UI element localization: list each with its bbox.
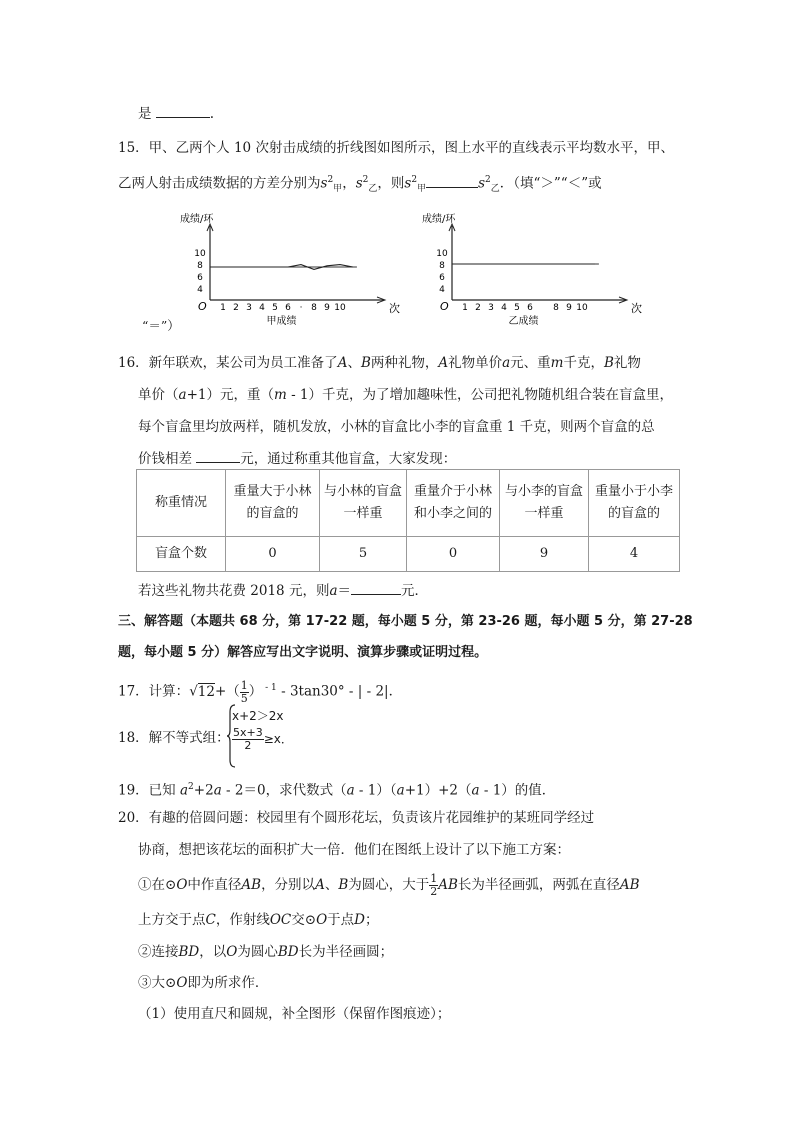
answer-blank[interactable] (426, 173, 478, 188)
y-tick-label: 10 (436, 249, 448, 259)
chart-caption: 乙成绩 (508, 316, 539, 327)
chart-jia (180, 210, 410, 330)
inequality-2: $\frac{5x+3}{2}$ ≥x． (233, 726, 293, 752)
y-tick-label: 8 (439, 261, 445, 271)
x-tick-label: 4 (501, 303, 507, 313)
x-tick-label: 2 (233, 303, 239, 313)
answer-blank[interactable] (156, 103, 210, 118)
x-tick-label: 5 (514, 303, 520, 313)
x-tick-label: 6 (285, 303, 291, 313)
count-cell: 5 (320, 537, 407, 572)
x-tick-label: 9 (566, 303, 572, 313)
q19: 19．已知 $a^2+2a - 2=0$，求代数式（a - 1）（a+1）+2（a - 1）的值． (118, 782, 556, 799)
answer-blank[interactable] (196, 448, 240, 463)
q20-sub1: （1）使用直尺和圆规，补全图形（保留作图痕迹）； (138, 1006, 451, 1022)
origin-label: O (198, 300, 207, 313)
q18-prefix: 18．解不等式组： (118, 730, 230, 746)
x-tick-label: 9 (324, 303, 330, 313)
q20-step1-cont: 上方交于点C，作射线OC交⊙O于点D； (138, 912, 379, 928)
y-tick-label: 6 (439, 273, 445, 283)
x-tick-label: 4 (259, 303, 265, 313)
q20-step2: ②连接BD，以O为圆心BD长为半径画圆； (138, 944, 394, 960)
y-tick-label: 10 (194, 249, 206, 259)
q16-line2: 单价（a+1）元，重（m - 1）千克，为了增加趣味性，公司把礼物随机组合装在盲盒里， (138, 387, 674, 403)
x-tick-label: 1 (220, 303, 226, 313)
x-tick-label: 3 (488, 303, 494, 313)
q16-line5: 若这些礼物共花费 2018 元，则a＝ 元． (138, 580, 428, 601)
column-header: 与小李的盲盒 一样重 (500, 470, 589, 537)
x-axis-label: 次 (389, 302, 400, 315)
q15-line1: 15．甲、乙两个人 10 次射击成绩的折线图如图所示，图上水平的直线表示平均数水平，甲、 (118, 140, 674, 156)
count-cell: 9 (500, 537, 589, 572)
y-axis-label: 成绩/环 (422, 214, 456, 225)
section-3-heading-line2: 题，每小题 5 分）解答应写出文字说明、演算步骤或证明过程。 (118, 645, 488, 660)
x-tick-label: 2 (475, 303, 481, 313)
q20-line2: 协商，想把该花坛的面积扩大一倍．他们在图纸上设计了以下施工方案： (138, 842, 570, 858)
fraction: $\frac{1}{5}$ (240, 678, 248, 705)
count-cell: 4 (589, 537, 680, 572)
q16-line3: 每个盲盒里均放两样，随机发放，小林的盲盒比小李的盲盒重 1 千克，则两个盲盒的总 (138, 419, 655, 435)
x-tick-label: 5 (272, 303, 278, 313)
fraction: $\frac{5x+3}{2}$ (233, 726, 263, 752)
inequality-1: x+2＞2x (232, 709, 284, 723)
count-cell: 0 (226, 537, 320, 572)
q14-tail: 是 . (138, 103, 214, 124)
x-tick-label: 8 (553, 303, 559, 313)
chart-yi (422, 210, 652, 330)
answer-blank[interactable] (351, 580, 401, 595)
y-tick-label: 8 (197, 261, 203, 271)
column-header: 与小林的盲盒 一样重 (320, 470, 407, 537)
y-tick-label: 4 (197, 285, 203, 295)
x-tick-label: 6 (527, 303, 533, 313)
q20-step1: ①在⊙O中作直径AB，分别以A、B为圆心，大于 $\frac{1}{2}$ AB长为半径画弧，两弧在直径AB (138, 872, 640, 898)
x-tick-label: · (299, 303, 303, 313)
q17: 17．计算：√12+（ $\frac{1}{5}$ ） $^{- 1}$ - 3tan30° - | - 2|． (118, 678, 403, 705)
chart-caption: 甲成绩 (266, 316, 297, 327)
column-header: 重量大于小林 的盲盒的 (226, 470, 320, 537)
x-tick-label: 10 (576, 303, 588, 313)
weighing-table (136, 469, 680, 572)
sqrt-symbol: √ (189, 683, 198, 700)
q15-line2: 乙两人射击成绩数据的方差分别为$s^2_甲$，$s^2_乙$，则$s^2_甲$ $s^2_乙$．（填“＞”“＜”或 (118, 170, 602, 199)
column-header: 重量小于小李 的盲盒的 (589, 470, 680, 537)
fraction: $\frac{1}{2}$ (430, 872, 438, 898)
inequality-system (232, 705, 293, 752)
section-3-heading-line1: 三、解答题（本题共 68 分，第 17-22 题，每小题 5 分，第 23-26 题，每小题 5 分，第 27-28 (118, 614, 693, 629)
q16-line4: 价钱相差 元，通过称重其他盲盒，大家发现： (138, 448, 456, 469)
q20-step3: ③大⊙O即为所求作． (138, 975, 269, 991)
x-tick-label: 10 (334, 303, 346, 313)
x-tick-label: 1 (462, 303, 468, 313)
x-tick-label: 3 (246, 303, 252, 313)
count-cell: 0 (407, 537, 500, 572)
y-tick-label: 6 (197, 273, 203, 283)
q16-line1: 16．新年联欢，某公司为员工准备了A、B两种礼物，A礼物单价a元、重m千克，B礼物 (118, 355, 641, 371)
x-axis-label: 次 (631, 302, 642, 315)
column-header: 重量介于小林 和小李之间的 (407, 470, 500, 537)
header-cell: 称重情况 (137, 470, 226, 537)
origin-label: O (440, 300, 449, 313)
y-axis-label: 成绩/环 (180, 214, 214, 225)
q20-line1: 20．有趣的倍圆问题：校园里有个圆形花坛，负责该片花园维护的某班同学经过 (118, 810, 595, 826)
row-label: 盲盒个数 (137, 537, 226, 572)
y-tick-label: 4 (439, 285, 445, 295)
q15-tail: “＝”） (142, 318, 180, 333)
x-tick-label: 8 (311, 303, 317, 313)
